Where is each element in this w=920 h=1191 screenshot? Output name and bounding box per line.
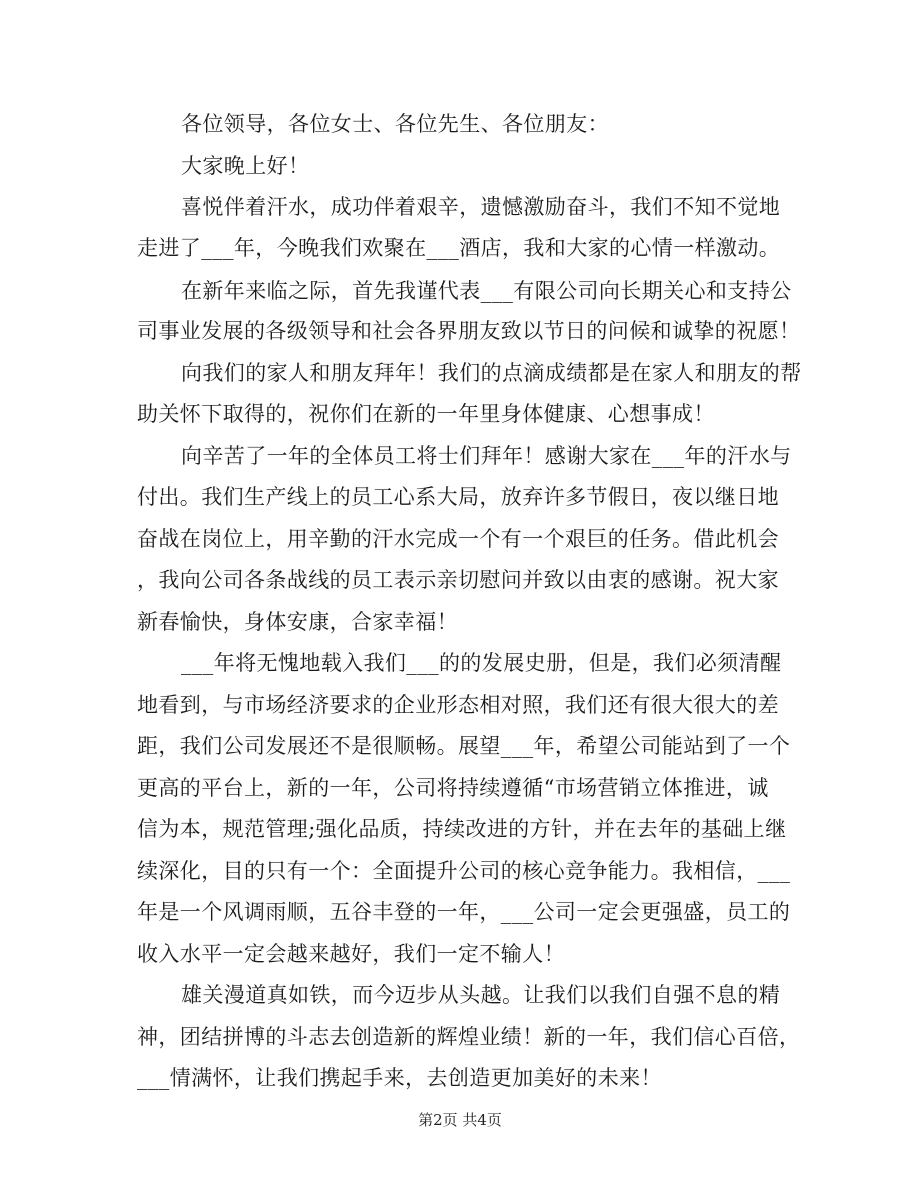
text-line: ___情满怀，让我们携起手来，去创造更加美好的未来！ xyxy=(137,1066,662,1090)
text-line: 地看到，与市场经济要求的企业形态相对照，我们还有很大很大的差 xyxy=(137,693,779,717)
text-line: 司事业发展的各级领导和社会各界朋友致以节日的问候和诚挚的祝愿！ xyxy=(137,319,801,343)
text-line: ___年将无愧地载入我们___的的发展史册，但是，我们必须清醒 xyxy=(181,651,782,675)
text-line: 向我们的家人和朋友拜年！我们的点滴成绩都是在家人和朋友的帮 xyxy=(181,361,802,385)
text-line: 付出。我们生产线上的员工心系大局，放弃许多节假日，夜以继日地 xyxy=(137,485,779,509)
text-line: 距，我们公司发展还不是很顺畅。展望___年，希望公司能站到了一个 xyxy=(137,734,791,758)
page-number: 第2页 共4页 xyxy=(418,1111,502,1129)
text-line: 大家晚上好！ xyxy=(181,154,310,178)
text-line: 走进了___年，今晚我们欢聚在___酒店，我和大家的心情一样激动。 xyxy=(137,236,781,260)
text-line: 雄关漫道真如铁，而今迈步从头越。让我们以我们自强不息的精 xyxy=(181,983,781,1007)
text-line: 信为本，规范管理;强化品质，持续改进的方针，并在去年的基础上继 xyxy=(137,817,787,841)
text-line: 奋战在岗位上，用辛勤的汗水完成一个有一个艰巨的任务。借此机会 xyxy=(137,527,779,551)
text-line: 向辛苦了一年的全体员工将士们拜年！感谢大家在___年的汗水与 xyxy=(181,444,792,468)
text-line: 收入水平一定会越来越好，我们一定不输人！ xyxy=(137,942,565,966)
text-line: 更高的平台上，新的一年，公司将持续遵循“市场营销立体推进，诚 xyxy=(137,776,769,800)
text-line: 新春愉快，身体安康，合家幸福！ xyxy=(137,610,458,634)
text-line: 各位领导，各位女士、各位先生、各位朋友： xyxy=(181,112,609,136)
text-line: 神，团结拼博的斗志去创造新的辉煌业绩！新的一年，我们信心百倍， xyxy=(137,1025,801,1049)
text-line: 助关怀下取得的，祝你们在新的一年里身体健康、心想事成！ xyxy=(137,402,715,426)
text-line: 在新年来临之际，首先我谨代表___有限公司向长期关心和支持公 xyxy=(181,279,792,303)
text-line: 年是一个风调雨顺，五谷丰登的一年，___公司一定会更强盛，员工的 xyxy=(137,900,791,924)
text-line: 喜悦伴着汗水，成功伴着艰辛，遗憾激励奋斗，我们不知不觉地 xyxy=(181,195,781,219)
text-line: ，我向公司各条战线的员工表示亲切慰问并致以由衷的感谢。祝大家 xyxy=(137,568,779,592)
text-line: 续深化，目的只有一个：全面提升公司的核心竞争能力。我相信，___ xyxy=(137,859,791,883)
